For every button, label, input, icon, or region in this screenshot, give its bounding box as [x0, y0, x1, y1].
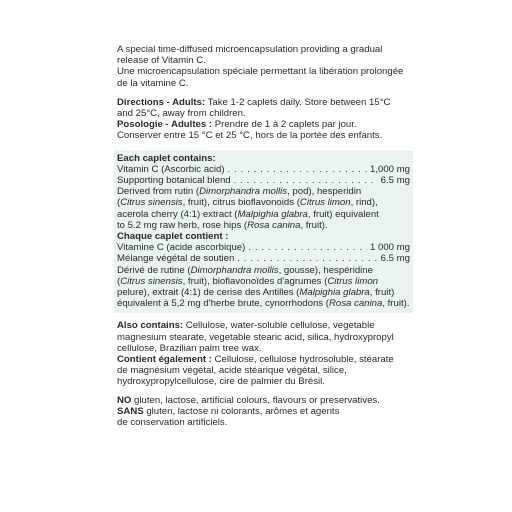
intro-fr-line-2: de la vitamine C.	[117, 77, 189, 89]
directions-en-label: Directions - Adults:	[117, 96, 206, 108]
also-fr-line-2: de magnésium végétal, acide stéarique végétal, silice,	[117, 365, 347, 377]
free-of-en-line: NO gluten, lactose, artificial colours, flavours or preservatives.	[117, 394, 380, 406]
intro-en-line-1: A special time-diffused microencapsulation providing a gradual	[117, 44, 383, 55]
blend-en-line-3: acerola cherry (4:1) extract (Malpighia glabra, fruit) equivalent	[117, 208, 379, 220]
ingredient-name: Supporting botanical blend	[117, 175, 231, 187]
also-fr-line-1: Contient également : Cellulose, cellulose hydrosoluble, stéarate	[117, 354, 394, 366]
blend-en-line-4: to 5.2 mg raw herb, rose hips (Rosa canina, fruit).	[117, 219, 328, 231]
leader-dots	[234, 175, 378, 186]
directions-en-line-2: and 25°C, away from children.	[117, 108, 246, 120]
also-en-label: Also contains:	[117, 320, 184, 332]
directions-en-line-1	[117, 97, 410, 108]
ingredient-amount: 6.5 mg	[380, 253, 410, 265]
free-of-fr-label: SANS	[117, 405, 144, 417]
directions-fr-label: Posologie - Adultes :	[117, 119, 213, 131]
ingredient-name: Vitamin C (Ascorbic acid)	[117, 163, 225, 175]
leader-dots	[237, 253, 377, 264]
directions-en-text: Take 1-2 caplets daily. Store between 15°C	[205, 96, 391, 108]
ingredient-amount: 1 000 mg	[369, 242, 410, 254]
blend-fr-line-1: Dérivé de rutine (Dimorphandra mollis, gousse), hespéridine	[117, 264, 373, 276]
directions-fr-line-1	[117, 119, 410, 130]
caplet-fr-heading: Chaque caplet contient :	[117, 231, 229, 243]
blend-en-line-1: Derived from rutin (Dimorphandra mollis, pod), hesperidin	[117, 186, 362, 198]
free-of-en-label: NO	[117, 394, 132, 406]
product-label-text	[117, 44, 410, 428]
directions-fr-line-2: Conserver entre 15 °C et 25 °C, hors de la portée des enfants.	[117, 130, 383, 142]
intro-fr-line-1: Une microencapsulation spéciale permettant la libération prolongée	[117, 66, 404, 78]
caplet-en-heading: Each caplet contains:	[117, 152, 216, 164]
ingredient-row	[117, 242, 410, 253]
ingredient-amount: 1,000 mg	[369, 163, 410, 175]
also-fr-label: Contient également :	[117, 354, 212, 366]
intro-en-line-2: release of Vitamin C.	[117, 55, 206, 67]
ingredient-name: Mélange végétal de soutien	[117, 253, 235, 265]
also-en-line-1: Also contains: Cellulose, water-soluble cellulose, vegetable	[117, 320, 375, 332]
blend-fr-line-3: pelure), extrait (4:1) de cerise des Antilles (Malpighia glabra, fruit)	[117, 287, 395, 299]
ingredient-row	[117, 164, 410, 175]
intro-section	[117, 44, 410, 89]
leader-dots	[228, 164, 367, 175]
directions-section	[117, 97, 410, 142]
directions-fr-text: Prendre de 1 à 2 caplets par jour.	[212, 119, 357, 131]
also-fr-line-3: hydroxypropylcellulose, cire de palmier du Brésil.	[117, 376, 325, 388]
free-of-fr-line-1: SANS gluten, lactose ni colorants, arômes et agents	[117, 405, 340, 417]
also-en-line-3: cellulose, Brazilian palm tree wax.	[117, 342, 262, 354]
blend-fr-line-4: équivalent à 5,2 mg d'herbe brute, cynorrhodons (Rosa canina, fruit).	[117, 298, 410, 310]
ingredient-amount: 6.5 mg	[380, 175, 410, 187]
also-contains-section	[117, 320, 410, 387]
ingredients-panel	[114, 150, 413, 314]
blend-fr-line-2: (Citrus sinensis, fruit), bioflavonoïdes d'agrumes (Citrus limon	[117, 275, 378, 287]
also-en-line-2: magnesium stearate, vegetable stearic acid, silica, hydroxypropyl	[117, 331, 394, 343]
free-of-fr-line-2: de conservation artificiels.	[117, 417, 228, 429]
ingredient-name: Vitamine C (acide ascorbique)	[117, 242, 246, 254]
ingredient-row	[117, 253, 410, 264]
leader-dots	[248, 242, 367, 253]
free-of-section	[117, 395, 410, 429]
blend-en-line-2: (Citrus sinensis, fruit), citrus bioflavonoids (Citrus limon, rind),	[117, 197, 378, 209]
ingredient-row	[117, 175, 410, 186]
